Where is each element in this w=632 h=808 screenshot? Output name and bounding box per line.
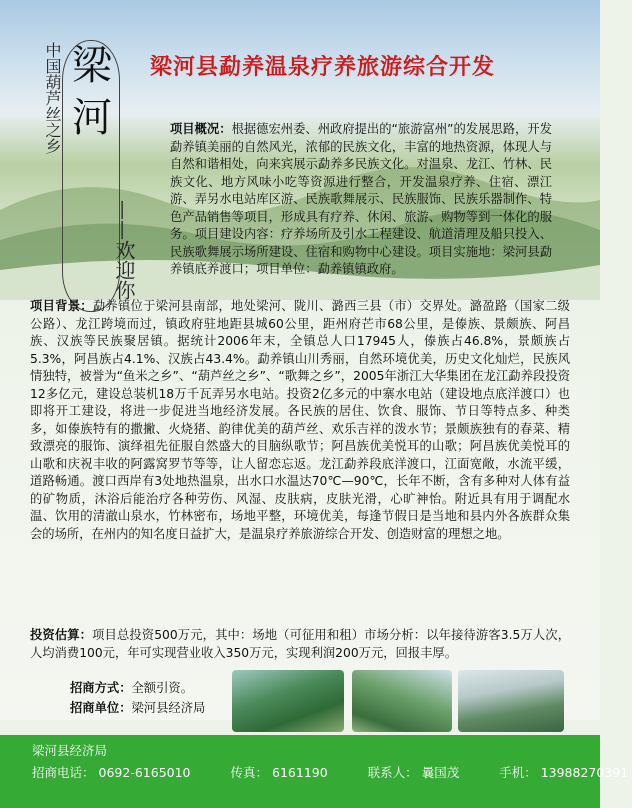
contact-label: 联系人：: [367, 765, 418, 780]
method-value: 全额引资。: [131, 681, 193, 695]
calligraphy-left-text: 中国葫芦丝之乡: [43, 42, 62, 154]
unit-label: 招商单位：: [70, 701, 132, 715]
calligraphy-right-text: ——欢迎你: [112, 200, 136, 300]
footer-contacts: [32, 763, 632, 781]
unit-row: [70, 698, 205, 718]
page-title: 梁河县勐养温泉疗养旅游综合开发: [150, 55, 496, 80]
overview-text: 根据德宏州委、州政府提出的“旅游富州”的发展思路，开发勐养镇美丽的自然风光，浓郁的民族文化，丰富的地热资源，体现人与自然和谐相处，向来宾展示勐养多民族文化。对温泉、龙江、竹林、民族文化、地方风味小吃等资源进行整合，开发温泉疗养、住宿、漂江游、弄另水电站库区游、民族歌舞展示、民族服饰、民族乐器制作、特色产品销售等项目，形成具有疗养、休闲、旅游、购物等到一体化的服务。项目建设内容：疗养场所及引水工程建设、航道清理及船只投入、民族歌舞展示场所建设、住宿和购物中心建设。项目实施地：梁河县勐养镇底养渡口；项目单位：勐养镇镇政府。: [170, 122, 552, 276]
mobile-label: 手机：: [499, 765, 537, 780]
method-row: [70, 678, 205, 698]
unit-value: 梁河县经济局: [131, 701, 206, 715]
footer-org: 梁河县经济局: [32, 743, 108, 758]
contact-value: 曩国茂: [421, 765, 460, 780]
investment-text: 项目总投资500万元，其中：场地（可征用和租）市场分析：以年接待游客3.5万人次，人均消费100元，年可实现营业收入350万元，实现利润200万元，回报丰厚。: [30, 628, 570, 660]
landscape-photo-3: [458, 670, 564, 732]
landscape-photo-1: [232, 670, 344, 732]
background-label: 项目背景：: [30, 299, 93, 313]
background-paragraph: [30, 298, 570, 543]
investment-label: 投资估算：: [30, 628, 93, 642]
background-text: 勐养镇位于梁河县南部，地处梁河、陇川、潞西三县（市）交界处。潞盈路（国家二级公路）、龙江跨境而过，镇政府驻地距县城60公里，距州府芒市68公里，是傣族、景颇族、阿昌族、汉族等民族聚居镇。据统计2006年末，全镇总人口17945人，傣族占46.8%，景颇族占5.3%，阿昌族占4.1%、汉族占43.4%。勐养镇山川秀丽，自然环境优美，历史文化灿烂，民族风情独特，被誉为“鱼米之乡”、“葫芦丝之乡”、“歌舞之乡”，2005年浙江大华集团在龙江勐养段投资12多亿元，建设总装机18万千瓦弄另水电站。投资2亿多元的中寨水电站（建设地点底洋渡口）也即将开工建设，将进一步促进当地经济发展。各民族的居住、饮食、服饰、节日等特点多、种类多，如傣族特有的撒撇、火烧猪、韵律优美的葫芦丝、欢乐吉祥的泼水节；景颇族独有的春菜、精致漂亮的服饰、演绎祖先征服自然盛大的目脑纵歌节；阿昌族优美悦耳的山歌；阿昌族优美悦耳的山歌和庆祝丰收的阿露窝罗节等等，让人留恋忘返。龙江勐养段底洋渡口，江面宽敞，水流平缓，道路畅通。渡口西岸有3处地热温泉，出水口水温达70℃—90℃，长年不断，含有多种对人体有益的矿物质，沐浴后能治疗各种劳伤、风湿、皮肤病，皮肤光滑，心旷神怡。附近具有用于调配水温、饮用的清澈山泉水，竹林密布，场地平整，环境优美，每逢节假日是当地和县内外各族群众集会的场所，在州内的知名度日益扩大，是温泉疗养旅游综合开发、创造财富的理想之地。: [30, 299, 570, 541]
calligraphy-main-text: 梁河: [72, 43, 112, 141]
tel-label: 招商电话：: [32, 765, 95, 780]
overview-label: 项目概况：: [170, 122, 232, 136]
mobile-value: 13988270391: [540, 765, 629, 780]
fax-label: 传真：: [230, 765, 269, 780]
method-label: 招商方式：: [70, 681, 132, 695]
tel-value: 0692-6165010: [98, 765, 191, 780]
invest-info: [70, 678, 205, 718]
overview-paragraph: [170, 121, 552, 279]
footer-bar: [0, 735, 629, 808]
fax-value: 6161190: [272, 765, 328, 780]
landscape-photo-2: [352, 670, 452, 732]
investment-paragraph: [30, 627, 570, 662]
